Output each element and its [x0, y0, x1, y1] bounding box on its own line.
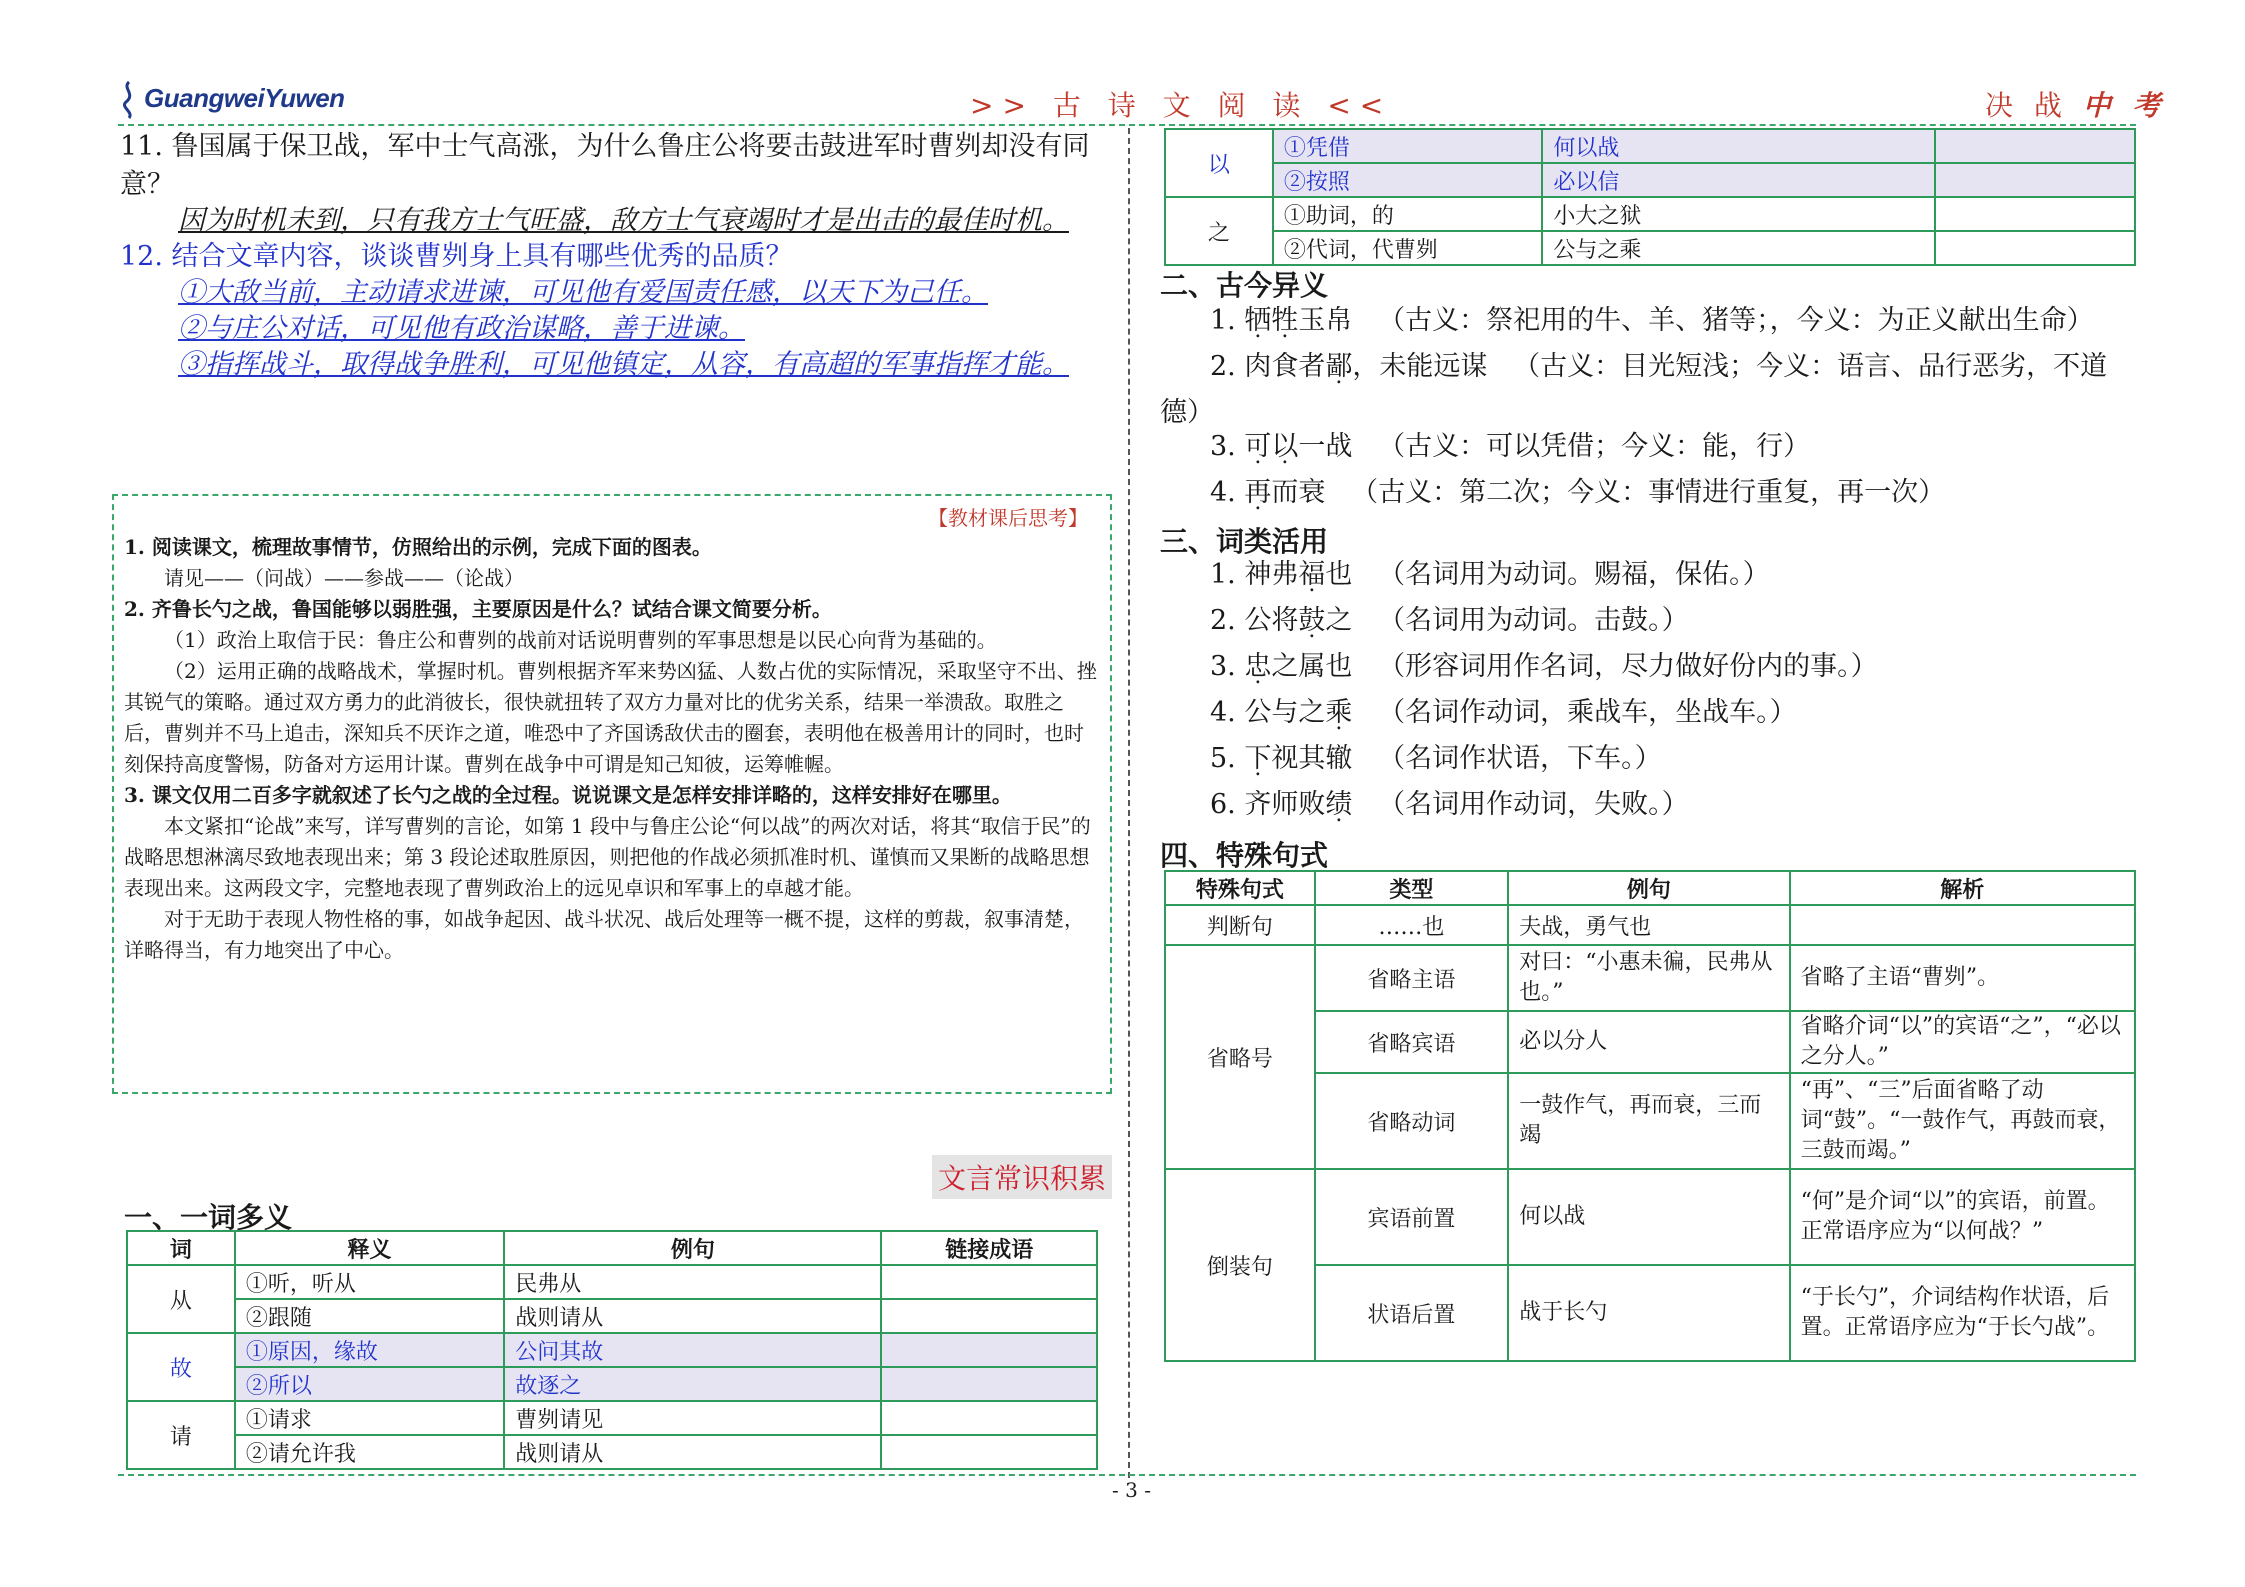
item-note: （古义：第二次；今义：事情进行重复，再一次）	[1351, 477, 1946, 508]
item-note: （形容词用作名词，尽力做好份内的事。）	[1378, 651, 1878, 682]
table-row	[1165, 163, 2135, 197]
analysis-cell: “于长勺”，介词结构作状语，后置。正常语序应为“于长勺战”。	[1790, 1265, 2135, 1361]
meaning-cell: ②所以	[235, 1367, 504, 1401]
kind-cell: 省略号	[1165, 945, 1315, 1169]
item-number: 3.	[1210, 431, 1245, 462]
header-cell: 特殊句式	[1165, 871, 1315, 905]
item-text: 之	[1325, 605, 1353, 636]
item-text: 4. 公与之	[1210, 697, 1326, 728]
box-content	[124, 532, 1099, 966]
item-text: ，未能远谋	[1352, 351, 1488, 382]
key-char: 绩	[1325, 789, 1353, 820]
key-char: 牲	[1271, 305, 1299, 336]
section-2-title: 二、古今异义	[1160, 269, 1329, 302]
type-cell: 省略主语	[1315, 945, 1509, 1011]
example-cell: 小大之狱	[1542, 197, 1935, 231]
example-cell: 战则请从	[504, 1299, 881, 1333]
example-cell: 曹刿请见	[504, 1401, 881, 1435]
box-a2-1: （1）政治上取信于民：鲁庄公和曹刿的战前对话说明曹刿的军事思想是以民心向背为基础的。	[164, 628, 997, 652]
item-text: 1. 神弗	[1210, 559, 1299, 590]
key-char: 下	[1244, 743, 1272, 774]
answer-12-1: ①大敌当前，主动请求进谏，可见他有爱国责任感，以天下为己任。	[178, 277, 988, 308]
idiom-cell	[1935, 163, 2135, 197]
meaning-cell: ①请求	[235, 1401, 504, 1435]
section-3-title: 三、词类活用	[1160, 525, 1329, 558]
item-text: 2. 公将	[1210, 605, 1299, 636]
item-text: 3.	[1210, 651, 1245, 682]
header-cell: 类型	[1315, 871, 1509, 905]
type-cell: ……也	[1315, 905, 1509, 945]
header-title: >> 古 诗 文 阅 读 <<	[970, 89, 1393, 122]
answer-11: 因为时机未到，只有我方士气旺盛，敌方士气衰竭时才是出击的最佳时机。	[178, 205, 1069, 236]
word-cell: 请	[127, 1401, 235, 1469]
kind-cell: 判断句	[1165, 905, 1315, 945]
item-note: （古义：可以凭借；今义：能，行）	[1378, 431, 1811, 462]
special-sentence-table	[1164, 870, 2136, 1362]
item-note: （古义：目光短浅；今义：语言、品行恶劣，不道	[1513, 351, 2108, 382]
example-cell: 民弗从	[504, 1265, 881, 1299]
idiom-cell	[881, 1265, 1097, 1299]
section-4-title: 四、特殊句式	[1160, 839, 1329, 872]
table-header-row	[127, 1231, 1097, 1265]
meaning-cell: ①听，听从	[235, 1265, 504, 1299]
item-text: 而衰	[1271, 477, 1326, 508]
box-a2-2: （2）运用正确的战略战术，掌握时机。曹刿根据齐军来势凶猛、人数占优的实际情况，采取坚守不出、挫其锐气的策略。通过双方勇力的此消彼长，很快就扭转了双方力量对比的优劣关系，结果一举溃敌。取胜之后，曹刿并不马上追击，深知兵不厌诈之道，唯恐中了齐国诱敌伏击的圈套，表明他在极善用计的同时，也时刻保持高度警惕，防备对方运用计谋。曹刿在战争中可谓是知己知彼，运筹帷幄。	[124, 659, 1097, 776]
table-row	[1165, 945, 2135, 1011]
word-cell: 以	[1165, 129, 1273, 197]
header-cell: 链接成语	[881, 1231, 1097, 1265]
item-text: 玉帛	[1298, 305, 1353, 336]
key-char: 可	[1244, 431, 1272, 462]
key-char: 忠	[1244, 651, 1272, 682]
example-cell: 公与之乘	[1542, 231, 1935, 265]
item-note: （名词用为动词。赐福，保佑。）	[1378, 559, 1770, 590]
idiom-cell	[1935, 197, 2135, 231]
analysis-cell: “何”是介词“以”的宾语，前置。正常语序应为“以何战？”	[1790, 1169, 2135, 1265]
item-note: （名词作动词，乘战车，坐战车。）	[1378, 697, 1797, 728]
header-cell: 释义	[235, 1231, 504, 1265]
item-note: （名词用作动词，失败。）	[1378, 789, 1689, 820]
ancient-modern-item-2	[1210, 344, 2107, 390]
header-cell: 例句	[504, 1231, 881, 1265]
logo-text: GuangweiYuwen	[144, 82, 345, 113]
word-cell: 之	[1165, 197, 1273, 265]
idiom-cell	[881, 1367, 1097, 1401]
table-row	[127, 1435, 1097, 1469]
logo-icon	[118, 80, 140, 120]
item-number: 1.	[1210, 305, 1245, 336]
idiom-cell	[881, 1333, 1097, 1367]
header-cell: 解析	[1790, 871, 2135, 905]
table-row	[1165, 231, 2135, 265]
meaning-cell: ①原因，缘故	[235, 1333, 504, 1367]
item-text: 视其辙	[1271, 743, 1353, 774]
part-of-speech-item	[1210, 782, 1689, 828]
key-char: 以	[1271, 431, 1299, 462]
type-cell: 宾语前置	[1315, 1169, 1509, 1265]
type-cell: 省略宾语	[1315, 1011, 1509, 1073]
table-row	[127, 1401, 1097, 1435]
analysis-cell: “再”、“三”后面省略了动词“鼓”。“一鼓作气，再鼓而衰，三鼓而竭。”	[1790, 1073, 2135, 1169]
section-1-title: 一、一词多义	[124, 1201, 293, 1234]
item-text: 之属也	[1271, 651, 1353, 682]
kind-cell: 倒装句	[1165, 1169, 1315, 1361]
textbook-thinking-box	[112, 494, 1112, 1094]
part-of-speech-item	[1210, 552, 1770, 598]
question-11: 11. 鲁国属于保卫战，军中士气高涨，为什么鲁庄公将要击鼓进军时曹刿却没有同意？	[120, 131, 1090, 200]
part-of-speech-item	[1210, 644, 1878, 690]
table-row	[127, 1299, 1097, 1333]
example-cell: 对曰：“小惠未徧，民弗从也。”	[1508, 945, 1789, 1011]
slogan-prefix: 决 战	[1985, 89, 2068, 122]
polysemy-table-continued	[1164, 128, 2136, 266]
logo	[118, 80, 345, 120]
meaning-cell: ②请允许我	[235, 1435, 504, 1469]
table-row	[1165, 197, 2135, 231]
example-cell: 必以分人	[1508, 1011, 1789, 1073]
item-text: 2. 肉食者	[1210, 351, 1326, 382]
column-divider	[1128, 128, 1130, 1478]
box-tag: 【教材课后思考】	[928, 506, 1088, 530]
meaning-cell: ①凭借	[1273, 129, 1542, 163]
analysis-cell: 省略介词“以”的宾语“之”，“必以之分人。”	[1790, 1011, 2135, 1073]
idiom-cell	[1935, 231, 2135, 265]
analysis-cell	[1790, 905, 2135, 945]
item-text: 也	[1325, 559, 1353, 590]
example-cell: 故逐之	[504, 1367, 881, 1401]
key-char: 再	[1244, 477, 1272, 508]
meaning-cell: ②按照	[1273, 163, 1542, 197]
type-cell: 省略动词	[1315, 1073, 1509, 1169]
example-cell: 战于长勺	[1508, 1265, 1789, 1361]
example-cell: 夫战，勇气也	[1508, 905, 1789, 945]
ancient-modern-item-1	[1210, 298, 2094, 344]
item-text: 6. 齐师败	[1210, 789, 1326, 820]
header-divider	[118, 124, 2136, 126]
item-note: （古义：祭祀用的牛、羊、猪等；，今义：为正义献出生命）	[1378, 305, 2094, 336]
example-cell: 公问其故	[504, 1333, 881, 1367]
item-text: 5.	[1210, 743, 1245, 774]
key-char: 鄙	[1325, 351, 1353, 382]
table-row	[127, 1367, 1097, 1401]
box-a3-2: 对于无助于表现人物性格的事，如战争起因、战斗状况、战后处理等一概不提，这样的剪裁，叙事清楚，详略得当，有力地突出了中心。	[124, 907, 1084, 962]
box-q2: 2. 齐鲁长勺之战，鲁国能够以弱胜强，主要原因是什么？试结合课文简要分析。	[124, 597, 832, 621]
example-cell: 战则请从	[504, 1435, 881, 1469]
key-char: 鼓	[1298, 605, 1326, 636]
analysis-cell: 省略了主语“曹刿”。	[1790, 945, 2135, 1011]
item-text: 一战	[1298, 431, 1353, 462]
example-cell: 一鼓作气，再而衰，三而竭	[1508, 1073, 1789, 1169]
slogan-emph: 中 考	[2082, 89, 2167, 122]
footer-divider	[118, 1474, 2136, 1476]
part-of-speech-item	[1210, 736, 1662, 782]
idiom-cell	[881, 1401, 1097, 1435]
part-of-speech-item	[1210, 690, 1797, 736]
type-cell: 状语后置	[1315, 1265, 1509, 1361]
table-row	[127, 1265, 1097, 1299]
polysemy-table	[126, 1230, 1098, 1470]
key-char: 福	[1298, 559, 1326, 590]
ancient-modern-item-2-cont: 德）	[1160, 397, 1214, 428]
answer-12-3: ③指挥战斗，取得战争胜利，可见他镇定，从容，有高超的军事指挥才能。	[178, 349, 1069, 380]
answer-12-2: ②与庄公对话，可见他有政治谋略，善于进谏。	[178, 313, 745, 344]
table-row	[1165, 905, 2135, 945]
table-row	[1165, 129, 2135, 163]
key-char: 乘	[1325, 697, 1353, 728]
box-a1: 请见——（问战）——参战——（论战）	[164, 566, 524, 590]
header-slogan	[1985, 84, 2167, 124]
box-q3: 3. 课文仅用二百多字就叙述了长勺之战的全过程。说说课文是怎样安排详略的，这样安排好在哪里。	[124, 783, 1012, 807]
table-row	[127, 1333, 1097, 1367]
header-cell: 例句	[1508, 871, 1789, 905]
example-cell: 必以信	[1542, 163, 1935, 197]
item-note: （名词作状语，下车。）	[1378, 743, 1662, 774]
item-number: 4.	[1210, 477, 1245, 508]
word-cell: 故	[127, 1333, 235, 1401]
item-note: （名词用为动词。击鼓。）	[1378, 605, 1689, 636]
question-12: 12. 结合文章内容，谈谈曹刿身上具有哪些优秀的品质？	[120, 241, 793, 272]
idiom-cell	[881, 1435, 1097, 1469]
ancient-modern-item-4	[1210, 470, 1945, 516]
idiom-cell	[1935, 129, 2135, 163]
table-row	[1165, 1169, 2135, 1265]
box-q1: 1. 阅读课文，梳理故事情节，仿照给出的示例，完成下面的图表。	[124, 535, 712, 559]
meaning-cell: ①助词，的	[1273, 197, 1542, 231]
meaning-cell: ②跟随	[235, 1299, 504, 1333]
meaning-cell: ②代词，代曹刿	[1273, 231, 1542, 265]
example-cell: 何以战	[1542, 129, 1935, 163]
word-cell: 从	[127, 1265, 235, 1333]
idiom-cell	[881, 1299, 1097, 1333]
section-badge: 文言常识积累	[932, 1155, 1112, 1199]
example-cell: 何以战	[1508, 1169, 1789, 1265]
page-number: - 3 -	[1112, 1478, 1151, 1502]
key-char: 牺	[1244, 305, 1272, 336]
ancient-modern-item-3	[1210, 424, 1810, 470]
box-a3-1: 本文紧扣“论战”来写，详写曹刿的言论，如第 1 段中与鲁庄公论“何以战”的两次对话，将其“取信于民”的战略思想淋漓尽致地表现出来；第 3 段论述取胜原因，则把他的作战必须抓准时机、谨慎而又果断的战略思想表现出来。这两段文字，完整地表现了曹刿政治上的远见卓识和军事上的卓越才能。	[124, 814, 1091, 900]
table-header-row	[1165, 871, 2135, 905]
part-of-speech-item	[1210, 598, 1689, 644]
header-cell: 词	[127, 1231, 235, 1265]
